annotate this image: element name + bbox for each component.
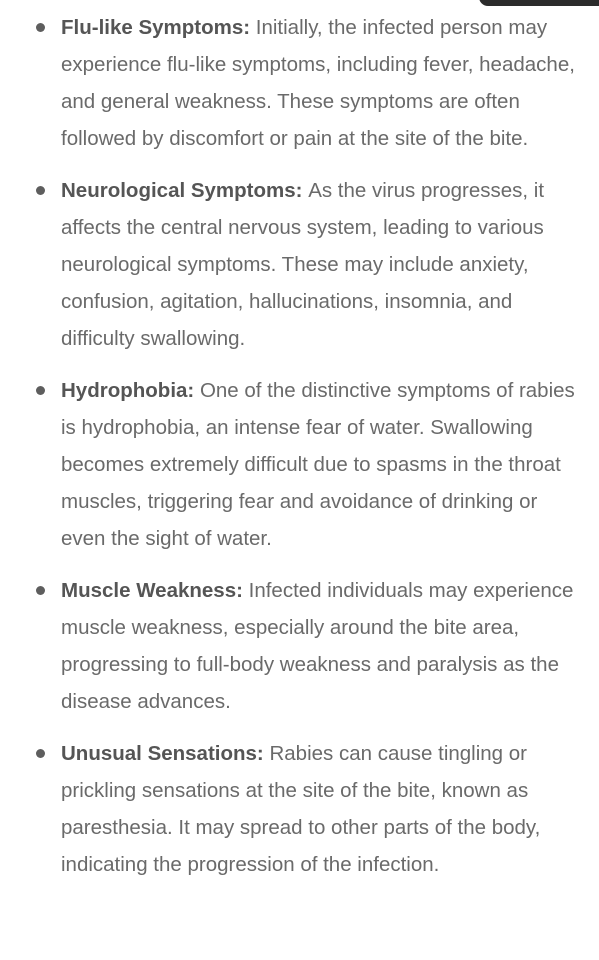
symptom-description: One of the distinctive symptoms of rabies is hydrophobia, an intense fear of water. Swallowing becomes extremely difficult due to spasms in the throat muscles, triggering fear and avoidance of drinking or even the sight of water. (61, 379, 575, 550)
symptom-description: As the virus progresses, it affects the central nervous system, leading to various neurological symptoms. These may include anxiety, confusion, agitation, hallucinations, insomnia, and difficulty swallowing. (61, 179, 545, 350)
symptom-list (0, 9, 599, 898)
symptom-term: Flu-like Symptoms: (61, 16, 256, 39)
list-item (0, 572, 599, 720)
symptom-term: Unusual Sensations: (61, 742, 270, 765)
list-item (0, 372, 599, 557)
bullet-icon (36, 749, 45, 758)
list-item (0, 9, 599, 157)
symptom-description: Infected individuals may experience muscle weakness, especially around the bite area, progressing to full-body weakness and paralysis as the disease advances. (61, 579, 574, 713)
bullet-icon (36, 586, 45, 595)
list-item (0, 172, 599, 357)
symptom-description: Rabies can cause tingling or prickling sensations at the site of the bite, known as paresthesia. It may spread to other parts of the body, indicating the progression of the infection. (61, 742, 541, 876)
symptom-term: Hydrophobia: (61, 379, 200, 402)
symptom-term: Muscle Weakness: (61, 579, 249, 602)
corner-tab (479, 0, 599, 6)
bullet-icon (36, 186, 45, 195)
bullet-icon (36, 386, 45, 395)
list-item (0, 735, 599, 883)
bullet-icon (36, 23, 45, 32)
symptom-term: Neurological Symptoms: (61, 179, 309, 202)
symptom-description: Initially, the infected person may experience flu-like symptoms, including fever, headache, and general weakness. These symptoms are often followed by discomfort or pain at the site of the bite. (61, 16, 575, 150)
